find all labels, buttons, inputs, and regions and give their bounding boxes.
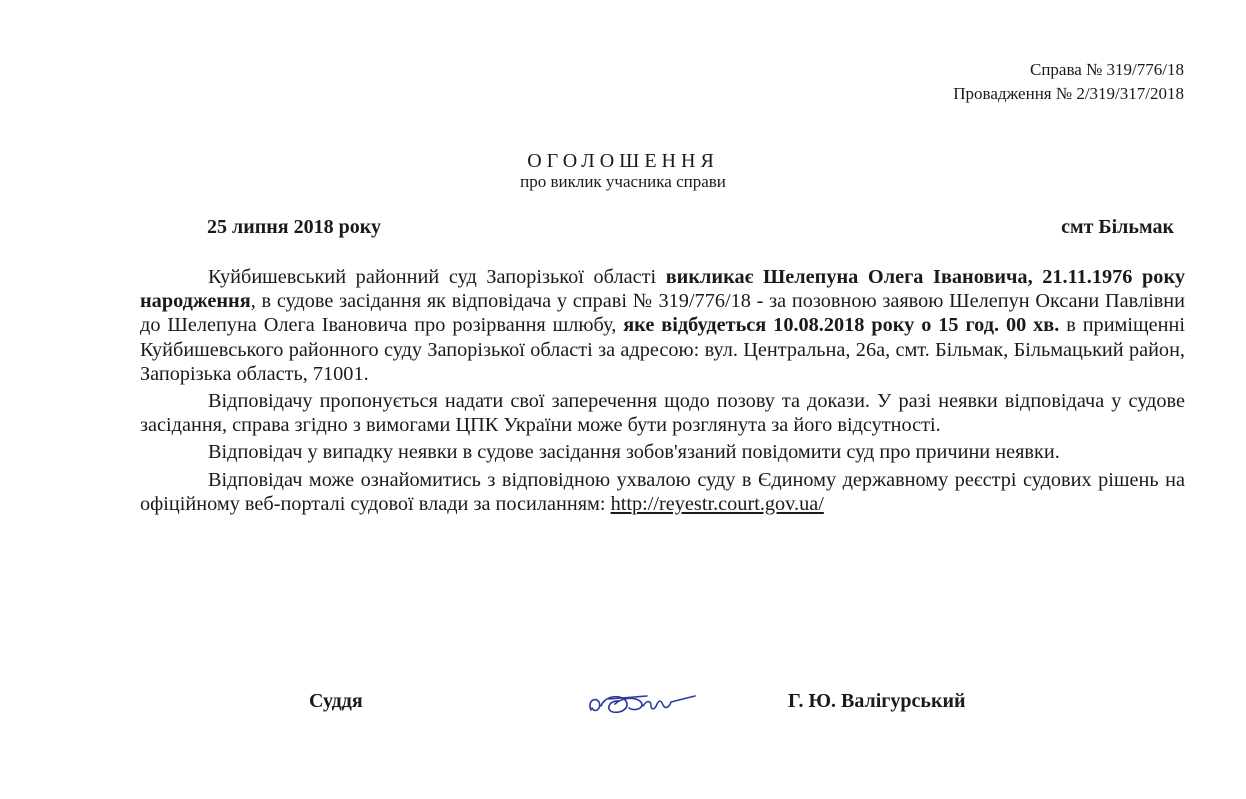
document-place: смт Більмак	[1061, 216, 1174, 238]
defendant-summons: викликає Шелепуна Олега Івановича, 21.11.1976 року народження	[140, 266, 1185, 313]
case-reference	[953, 58, 1184, 106]
document-date: 25 липня 2018 року	[207, 216, 381, 238]
paragraph-notify: Відповідач у випадку неявки в судове засідання зобов'язаний повідомити суд про причини неявки.	[208, 441, 1060, 464]
document-subtitle: про виклик учасника справи	[520, 172, 726, 191]
paragraph-summons: Куйбишевський районний суд Запорізької області викликає Шелепуна Олега Івановича, 21.11.1976 року народження, в судове засідання як відповідача у справі № 319/776/18 - за позовною заявою Шелепун Оксани Павлівни до Шелепуна Олега Івановича про розірвання шлюбу, яке відбудеться 10.08.2018 року о 15 год. 00 хв. в приміщенні Куйбишевського районного суду Запорізької області за адресою: вул. Центральна, 26а, смт. Більмак, Більмацький район, Запорізька область, 71001.	[140, 266, 1185, 385]
document-heading	[0, 150, 1246, 192]
date-place-line	[207, 216, 1174, 239]
judge-name: Г. Ю. Валігурський	[788, 690, 966, 712]
case-number: Справа № 319/776/18	[1030, 60, 1184, 79]
registry-link[interactable]: http://reyestr.court.gov.ua/	[610, 492, 824, 515]
signature-block	[0, 690, 1246, 730]
paragraph-registry: Відповідач може ознайомитись з відповідною ухвалою суду в Єдиному державному реєстрі судових рішень на офіційному веб-порталі судової влади за посиланням: http://reyestr.court.gov.ua/	[140, 468, 1185, 515]
document-title: ОГОЛОШЕННЯ	[527, 150, 719, 172]
announcement-body	[140, 265, 1185, 519]
judge-role: Суддя	[309, 690, 363, 712]
proceeding-number: Провадження № 2/319/317/2018	[953, 84, 1184, 103]
paragraph-objections: Відповідачу пропонується надати свої заперечення щодо позову та докази. У разі неявки відповідача у судове засідання, справа згідно з вимогами ЦПК України може бути розглянута за його відсутності.	[140, 390, 1185, 437]
hearing-datetime: яке відбудеться 10.08.2018 року о 15 год. 00 хв.	[623, 314, 1060, 337]
handwritten-signature	[585, 684, 705, 720]
